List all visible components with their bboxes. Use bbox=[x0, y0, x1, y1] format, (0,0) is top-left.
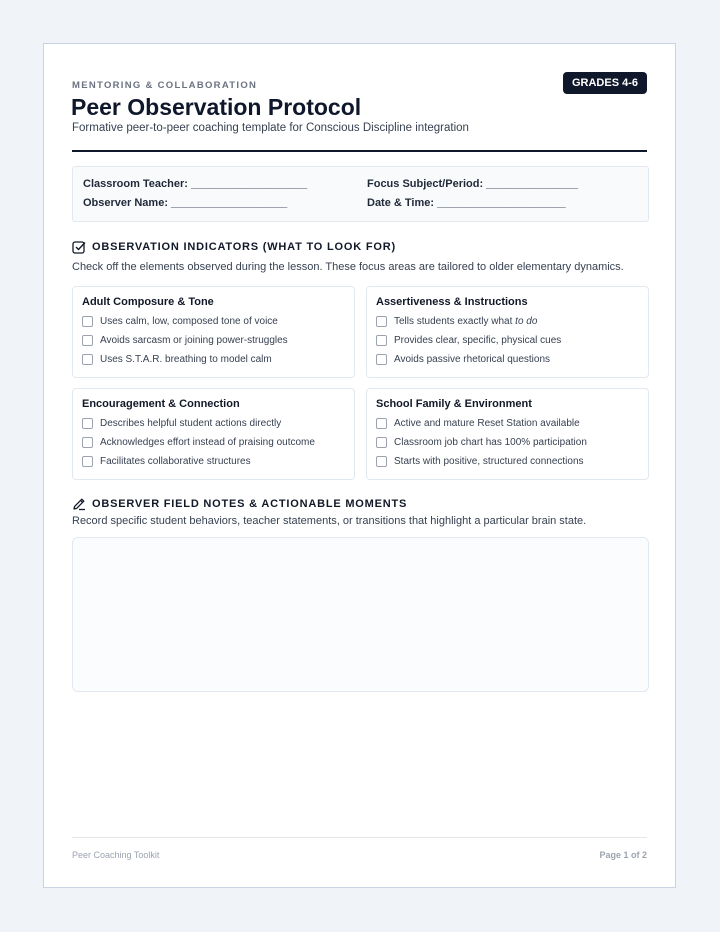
checkbox[interactable] bbox=[82, 335, 93, 346]
card-title: Encouragement & Connection bbox=[82, 398, 240, 410]
notes-heading bbox=[72, 497, 407, 511]
observer-field[interactable]: Observer Name: ___________________ bbox=[83, 197, 288, 209]
indicator-label: Starts with positive, structured connections bbox=[394, 456, 584, 467]
indicator-label: Uses S.T.A.R. breathing to model calm bbox=[100, 354, 272, 365]
focus-field[interactable]: Focus Subject/Period: _______________ bbox=[367, 178, 578, 190]
checkbox[interactable] bbox=[376, 354, 387, 365]
indicator-label: Describes helpful student actions directly bbox=[100, 418, 282, 429]
meta-info-box bbox=[72, 166, 649, 222]
indicator-item[interactable] bbox=[82, 316, 278, 327]
date-field[interactable]: Date & Time: _____________________ bbox=[367, 197, 566, 209]
card-title: Assertiveness & Instructions bbox=[376, 296, 528, 308]
indicator-item[interactable] bbox=[376, 456, 584, 467]
card-title: Adult Composure & Tone bbox=[82, 296, 214, 308]
indicator-card-assertiveness bbox=[366, 286, 649, 378]
indicator-card-encouragement bbox=[72, 388, 355, 480]
indicators-heading bbox=[72, 240, 396, 254]
checkbox[interactable] bbox=[376, 437, 387, 448]
indicator-item[interactable] bbox=[82, 418, 281, 429]
indicators-heading-text: OBSERVATION INDICATORS (WHAT TO LOOK FOR) bbox=[92, 241, 396, 253]
indicator-label: Avoids sarcasm or joining power-struggles bbox=[100, 335, 288, 346]
indicator-label: Avoids passive rhetorical questions bbox=[394, 354, 551, 365]
indicator-label: Acknowledges effort instead of praising outcome bbox=[100, 437, 315, 448]
indicator-item[interactable] bbox=[376, 418, 580, 429]
grade-badge: GRADES 4-6 bbox=[563, 72, 647, 94]
page-title: Peer Observation Protocol bbox=[71, 94, 362, 120]
teacher-field[interactable]: Classroom Teacher: ___________________ bbox=[83, 178, 308, 190]
checkbox[interactable] bbox=[376, 316, 387, 327]
footer-divider bbox=[72, 837, 647, 838]
page-number: Page 1 of 2 bbox=[599, 850, 647, 860]
card-title: School Family & Environment bbox=[376, 398, 532, 410]
indicator-item[interactable] bbox=[376, 437, 587, 448]
indicator-label bbox=[394, 316, 537, 327]
indicator-card-school-family bbox=[366, 388, 649, 480]
checkbox[interactable] bbox=[82, 456, 93, 467]
indicator-item[interactable] bbox=[82, 456, 251, 467]
indicator-label: Active and mature Reset Station available bbox=[394, 418, 580, 429]
checkbox-icon bbox=[72, 240, 86, 254]
indicator-emphasis: to do bbox=[515, 316, 538, 327]
document-page bbox=[43, 43, 676, 888]
notes-heading-text: OBSERVER FIELD NOTES & ACTIONABLE MOMENTS bbox=[92, 498, 408, 510]
indicator-item[interactable] bbox=[82, 354, 272, 365]
checkbox[interactable] bbox=[82, 418, 93, 429]
indicator-label: Provides clear, specific, physical cues bbox=[394, 335, 562, 346]
checkbox[interactable] bbox=[376, 456, 387, 467]
checkbox[interactable] bbox=[82, 316, 93, 327]
indicator-item[interactable] bbox=[82, 437, 315, 448]
indicator-label: Classroom job chart has 100% participation bbox=[394, 437, 587, 448]
kicker-label: MENTORING & COLLABORATION bbox=[72, 80, 258, 91]
checkbox[interactable] bbox=[82, 354, 93, 365]
footer-toolkit-label: Peer Coaching Toolkit bbox=[72, 850, 160, 860]
checkbox[interactable] bbox=[82, 437, 93, 448]
field-notes-box[interactable] bbox=[72, 537, 649, 692]
indicators-description: Check off the elements observed during the lesson. These focus areas are tailored to older elementary dynamics. bbox=[72, 261, 624, 273]
indicator-item[interactable] bbox=[82, 335, 288, 346]
indicator-item[interactable] bbox=[376, 316, 537, 327]
indicator-label: Facilitates collaborative structures bbox=[100, 456, 251, 467]
indicator-label-text: Tells students exactly what bbox=[394, 316, 516, 327]
indicator-card-composure bbox=[72, 286, 355, 378]
checkbox[interactable] bbox=[376, 335, 387, 346]
pencil-icon bbox=[72, 497, 86, 511]
page-subtitle: Formative peer-to-peer coaching template for Conscious Discipline integration bbox=[72, 122, 469, 134]
checkbox[interactable] bbox=[376, 418, 387, 429]
notes-description: Record specific student behaviors, teacher statements, or transitions that highlight a particular brain state. bbox=[72, 515, 587, 527]
indicator-label: Uses calm, low, composed tone of voice bbox=[100, 316, 278, 327]
header-divider bbox=[72, 150, 647, 152]
indicator-item[interactable] bbox=[376, 335, 561, 346]
indicator-item[interactable] bbox=[376, 354, 550, 365]
